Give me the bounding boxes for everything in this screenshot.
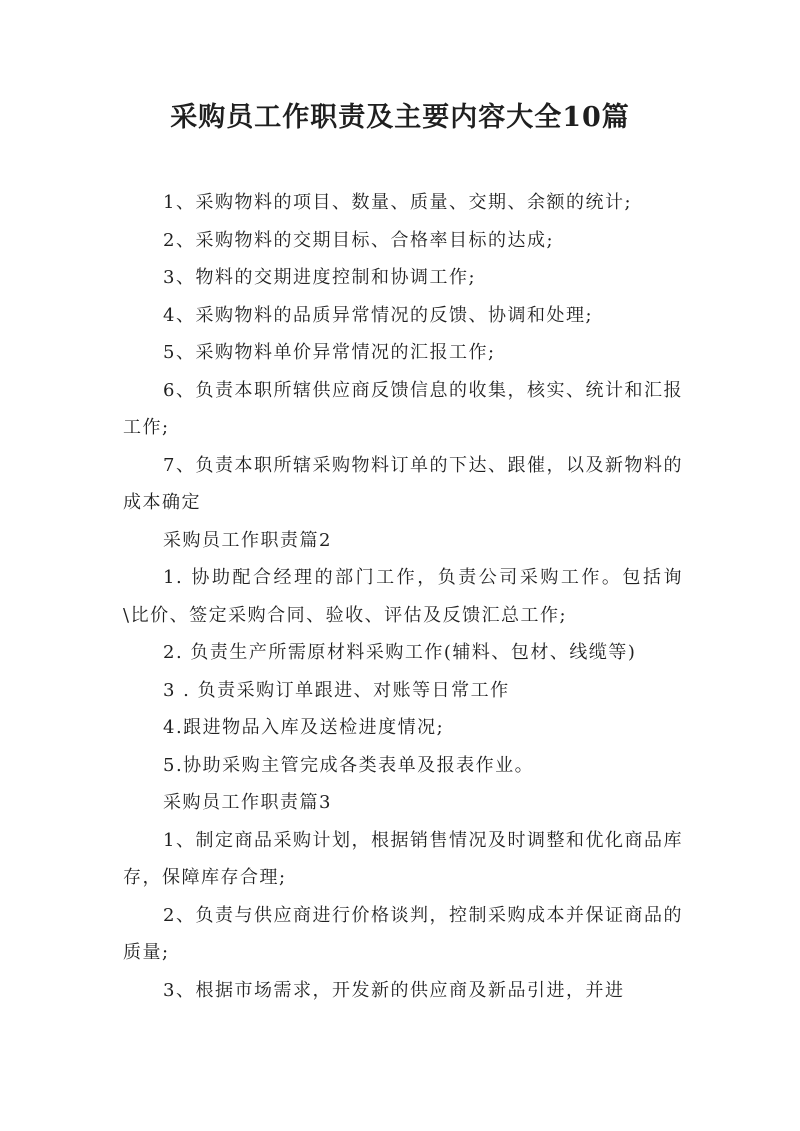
paragraph: 7、负责本职所辖采购物料订单的下达、跟催，以及新物料的成本确定 xyxy=(123,454,683,513)
paragraph: 3、物料的交期进度控制和协调工作; xyxy=(163,267,477,288)
document-body xyxy=(123,184,683,1009)
paragraph: 3 . 负责采购订单跟进、对账等日常工作 xyxy=(163,679,510,701)
paragraph: 2. 负责生产所需原材料采购工作(辅料、包材、线缆等) xyxy=(163,642,637,663)
paragraph: 2、采购物料的交期目标、合格率目标的达成; xyxy=(163,229,555,251)
document-title: 采购员工作职责及主要内容大全10篇 xyxy=(170,102,630,133)
paragraph: 1、采购物料的项目、数量、质量、交期、余额的统计; xyxy=(163,192,633,213)
section-heading: 采购员工作职责篇2 xyxy=(163,529,332,551)
paragraph: 6、负责本职所辖供应商反馈信息的收集，核实、统计和汇报工作; xyxy=(123,379,683,438)
paragraph: 4.跟进物品入库及送检进度情况; xyxy=(163,717,445,738)
paragraph: 5、采购物料单价异常情况的汇报工作; xyxy=(163,342,496,363)
section-heading: 采购员工作职责篇3 xyxy=(163,792,332,813)
paragraph: 1、制定商品采购计划，根据销售情况及时调整和优化商品库存，保障库存合理; xyxy=(123,829,683,888)
paragraph: 5.协助采购主管完成各类表单及报表作业。 xyxy=(163,754,535,776)
paragraph: 3、根据市场需求，开发新的供应商及新品引进，并进 xyxy=(163,979,625,1001)
paragraph: 2、负责与供应商进行价格谈判，控制采购成本并保证商品的质量; xyxy=(123,904,683,963)
paragraph: 4、采购物料的品质异常情况的反馈、协调和处理; xyxy=(163,304,594,326)
paragraph: 1. 协助配合经理的部门工作，负责公司采购工作。包括询\比价、签定采购合同、验收、评估及反馈汇总工作; xyxy=(123,567,683,626)
